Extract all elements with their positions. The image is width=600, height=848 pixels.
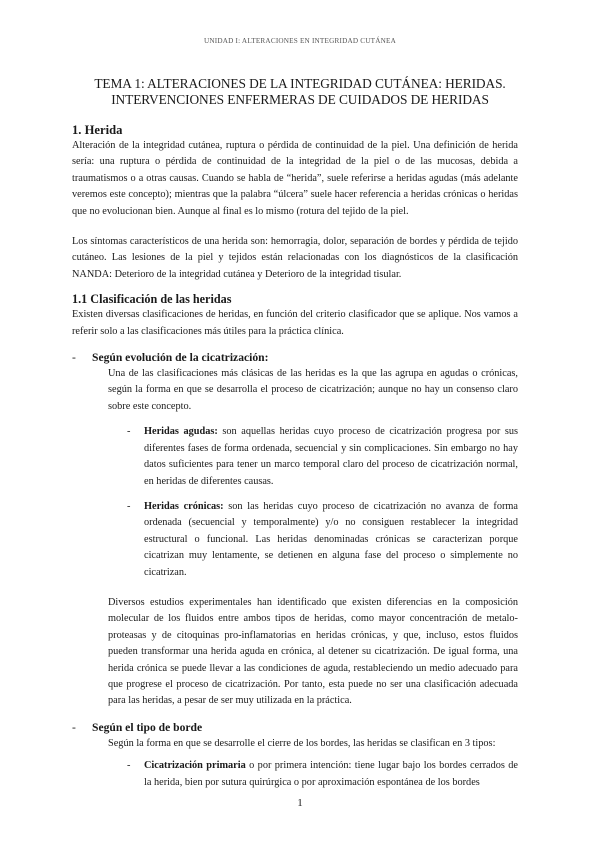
title-line-1: TEMA 1: ALTERACIONES DE LA INTEGRIDAD CUTÁNEA: HERIDAS. <box>94 76 506 91</box>
sub-item-dash: - <box>127 500 131 512</box>
term-primary-healing: Cicatrización primaria <box>144 760 246 772</box>
paragraph-definition: Alteración de la integridad cutánea, ruptura o pérdida de continuidad de la piel. Una definición de herida sería: una ruptura o pérdida de continuidad de la integridad de la piel o de las mucosas, debida a traumatismos o a otras causas. Cuando se habla de “herida”, suele referirse a heridas agudas (más adelante veremos este concepto); mientras que la palabra “úlcera” suele hacer referencia a heridas crónicas o heridas que no evolucionan bien. Aunque al final es lo mismo (rotura del tejido de la piel. <box>72 140 518 217</box>
document-body <box>72 122 518 791</box>
paragraph-studies: Diversos estudios experimentales han identificado que existen diferencias en la composición molecular de los fluidos entre ambos tipos de heridas, como mayor concentración de metalo-proteasas y de citoquinas pro-inflamatorias en heridas crónicas, y que, incluso, estos fluidos pueden transformar una herida aguda en crónica, al detener su cicatrización. De igual forma, una herida crónica se puede llevar a las condiciones de aguda, restableciendo un medio adecuado para que progrese el proceso de cicatrización. Por tanto, esta puede no ser una clasificación adecuada para las heridas, a pesar de ser muy utilizada en la práctica. <box>108 596 518 707</box>
sub-item-text <box>144 424 518 490</box>
sub-item-acute-wounds <box>72 424 518 490</box>
document-title <box>60 76 540 108</box>
running-header: UNIDAD I: ALTERACIONES EN INTEGRIDAD CUTÁNEA <box>204 37 396 45</box>
sub-item-primary-healing <box>72 758 518 791</box>
primary-healing-description: o por primera intención: tiene lugar bajo los bordes cerrados de la herida, bien por sutura quirúrgica o por aproximación espontánea de los bordes <box>144 760 518 788</box>
bullet-dash: - <box>72 720 76 734</box>
sub-item-dash: - <box>127 426 131 438</box>
sub-item-dash: - <box>127 760 131 772</box>
section-heading-classification: 1.1 Clasificación de las heridas <box>72 292 232 307</box>
term-acute-wounds: Heridas agudas: <box>144 426 218 438</box>
sub-item-text <box>144 499 518 581</box>
title-line-2: INTERVENCIONES ENFERMERAS DE CUIDADOS DE HERIDAS <box>111 92 489 107</box>
chronic-wounds-description: son las heridas cuyo proceso de cicatrización no avanza de forma ordenada (secuencial y temporalmente) y/o no consiguen restablecer la integridad estructural o funcional. Las heridas denominadas crónicas se caracterizan porque cicatrizan muy lentamente, se detienen en alguna fase del proceso o simplemente no cicatrizan. <box>144 500 519 578</box>
section-heading-herida: 1. Herida <box>72 123 123 137</box>
paragraph-cicatrization-intro: Una de las clasificaciones más clásicas de las heridas es la que las agrupa en agudas o crónicas, según la forma en que se desarrolla el proceso de cicatrización; aunque no hay un consenso claro sobre este concepto. <box>108 368 518 412</box>
sub-item-text <box>144 758 518 791</box>
term-chronic-wounds: Heridas crónicas: <box>144 500 224 512</box>
bullet-border-type-heading <box>72 720 518 736</box>
sub-item-chronic-wounds <box>72 499 518 581</box>
bullet-dash: - <box>72 351 76 365</box>
paragraph-border-type-intro: Según la forma en que se desarrolle el cierre de los bordes, las heridas se clasifican en 3 tipos: <box>108 737 496 749</box>
acute-wounds-description: son aquellas heridas cuyo proceso de cicatrización progresa por sus diferentes fases de forma ordenada, secuencial y sin complicaciones. Sin embargo no hay datos suficientes para tener un marco temporal claro del proceso de cicatrización normal, en heridas de diferentes causas. <box>144 426 519 487</box>
bullet-cicatrization-heading <box>72 350 518 366</box>
bullet-title: Según evolución de la cicatrización: <box>92 351 269 365</box>
paragraph-symptoms: Los síntomas característicos de una herida son: hemorragia, dolor, separación de bordes y pérdida de tejido cutáneo. Las lesiones de la piel y tejidos están relacionadas con los diagnósticos de la clasificación NANDA: Deterioro de la integridad cutánea y Deterioro de la integridad tisular. <box>72 236 518 280</box>
paragraph-classification-intro: Existen diversas clasificaciones de heridas, en función del criterio clasificador que se aplique. Nos vamos a referir solo a las clasificaciones más útiles para la práctica clínica. <box>72 309 518 337</box>
page-number: 1 <box>297 797 303 809</box>
bullet-title: Según el tipo de borde <box>92 720 203 734</box>
